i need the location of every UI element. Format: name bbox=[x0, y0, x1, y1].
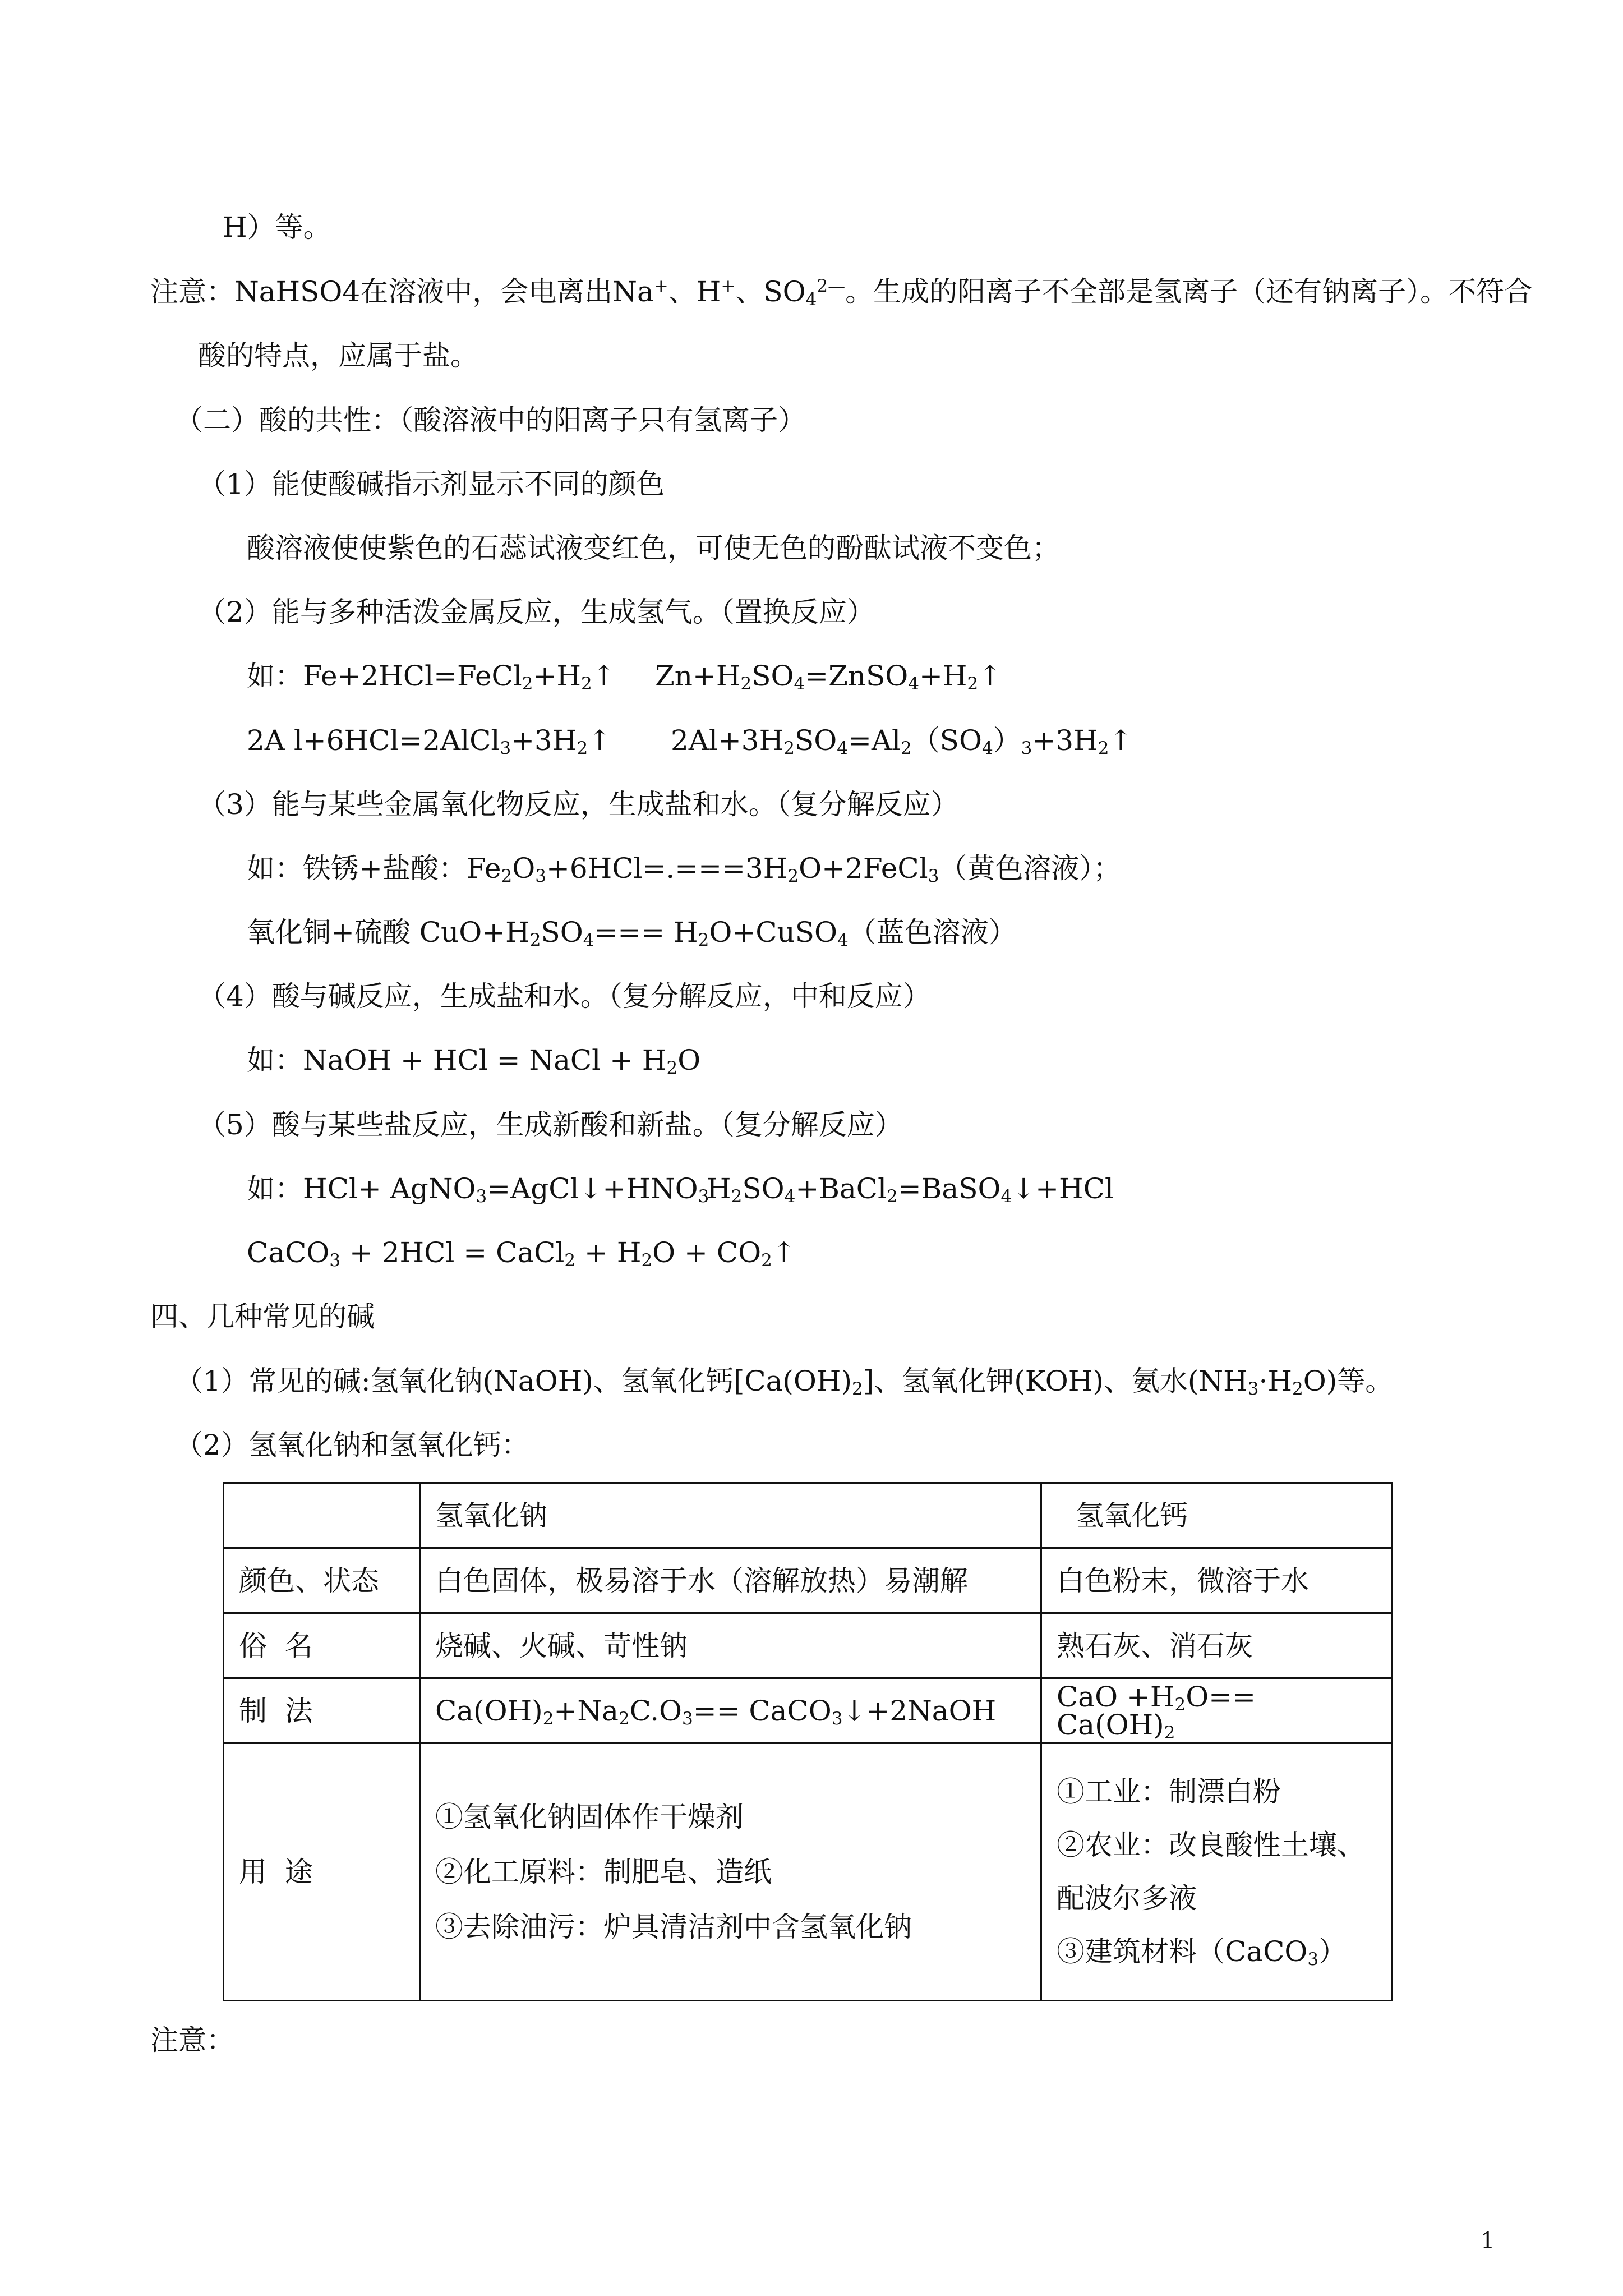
table-header-empty bbox=[224, 1483, 420, 1548]
table-header-caoh: 氢氧化钙 bbox=[1041, 1483, 1393, 1548]
bottom-note: 注意： bbox=[150, 2024, 234, 2056]
acid-common-heading: （二）酸的共性：（酸溶液中的阳离子只有氢离子） bbox=[175, 404, 806, 436]
row-label-use: 用 途 bbox=[224, 1743, 420, 2001]
acid-p5-title: （5）酸与某些盐反应，生成新酸和新盐。（复分解反应） bbox=[198, 1108, 903, 1141]
row-label-make: 制 法 bbox=[224, 1678, 420, 1743]
acid-p2-eq-zn: $Zn+H_2SO_4=ZnSO_4+H_2↑$ bbox=[655, 660, 1002, 694]
table-header-naoh: 氢氧化钠 bbox=[420, 1483, 1041, 1548]
acid-p5-eq-ba: $H_2SO_4+BaCl_2=BaSO_4↓+HCl$ bbox=[707, 1172, 1114, 1207]
list-item: ②农业：改良酸性土壤、 bbox=[1057, 1829, 1365, 1861]
page-number: 1 bbox=[1481, 2228, 1495, 2254]
acid-p2-eq-al2: $2Al+3H_2SO_4=Al_2(SO_4)_3+3H_2↑$ bbox=[671, 724, 1133, 758]
cell-naoh-name: 烧碱、火碱、苛性钠 bbox=[420, 1613, 1041, 1678]
section-four-item1: （1）常见的碱:氢氧化钠(NaOH)、氢氧化钙$[Ca(OH)_2]$、氢氧化钾(KOH)、氨水$(NH_3\cdot H_2O)$等。 bbox=[175, 1365, 1394, 1399]
acid-p5-eq-ag: 如：$HCl+ AgNO_3=AgCl↓+HNO_3$ bbox=[247, 1172, 709, 1207]
acid-p2-eq-fe: 如：$Fe+2HCl=FeCl_2+H_2↑$ bbox=[247, 660, 616, 694]
row-label-name: 俗 名 bbox=[224, 1613, 420, 1678]
row-label-color: 颜色、状态 bbox=[224, 1548, 420, 1613]
cell-caoh-use bbox=[1041, 1743, 1393, 2001]
acid-p3-ex1: 如：铁锈+盐酸：$Fe_2O_3+6HCl=.===3H_2O+2FeCl_3$（黄色溶液）； bbox=[247, 852, 1122, 886]
note-nahso4-line1: 注意：NaHSO4在溶液中，会电离出Na+、H+、$SO_4^{2—}$。生成的阳离子不全部是氢离子（还有钠离子）。不符合 bbox=[150, 275, 1533, 310]
table-row bbox=[224, 1613, 1393, 1678]
note-nahso4-line2: 酸的特点，应属于盐。 bbox=[198, 339, 478, 372]
acid-p2-eq-al1: 2A $l+6HCl=2AlCl_3+3H_2↑$ bbox=[247, 724, 612, 758]
table-row bbox=[224, 1743, 1393, 2001]
acid-p2-title: （2）能与多种活泼金属反应，生成氢气。（置换反应） bbox=[198, 596, 875, 628]
table-row bbox=[224, 1548, 1393, 1613]
list-item: ③去除油污：炉具清洁剂中含氢氧化钠 bbox=[435, 1911, 912, 1943]
section-four-item2: （2）氢氧化钠和氢氧化钙： bbox=[175, 1429, 529, 1461]
table-row bbox=[224, 1678, 1393, 1743]
section-four-heading: 四、几种常见的碱 bbox=[150, 1300, 375, 1333]
list-item: ②化工原料：制肥皂、造纸 bbox=[435, 1856, 772, 1888]
acid-p5-eq-caco3: CaCO$_3$ + 2HCl = CaCl$_2$ + $H_2O$ + $CO_2↑$ bbox=[247, 1236, 796, 1271]
acid-p3-ex2: 氧化铜+硫酸 $CuO+H_2SO_4===$ $H_2O+CuSO_4$（蓝色溶液） bbox=[247, 916, 1017, 950]
note-label: 注意： bbox=[150, 275, 234, 308]
acid-p3-title: （3）能与某些金属氧化物反应，生成盐和水。（复分解反应） bbox=[198, 788, 959, 821]
cell-naoh-make: $Ca(OH)_2+Na_2C.O_3==$ CaCO$_3$↓+2NaOH bbox=[420, 1678, 1041, 1743]
acid-p1-text: 酸溶液使使紫色的石蕊试液变红色，可使无色的酚酞试液不变色； bbox=[247, 532, 1060, 564]
table-header-row bbox=[224, 1483, 1393, 1548]
list-item: 配波尔多液 bbox=[1057, 1882, 1197, 1915]
acid-p4-eq: 如：NaOH + HCl = NaCl + $H_2O$ bbox=[247, 1044, 701, 1078]
list-item: ①氢氧化钠固体作干燥剂 bbox=[435, 1801, 744, 1833]
acid-p4-title: （4）酸与碱反应，生成盐和水。（复分解反应，中和反应） bbox=[198, 980, 931, 1013]
intro-fragment: H）等。 bbox=[223, 211, 331, 243]
base-comparison-table bbox=[223, 1482, 1393, 2001]
acid-p1-title: （1）能使酸碱指示剂显示不同的颜色 bbox=[198, 468, 665, 500]
cell-caoh-name: 熟石灰、消石灰 bbox=[1041, 1613, 1393, 1678]
list-item: ①工业：制漂白粉 bbox=[1057, 1775, 1281, 1808]
list-item: ③建筑材料（CaCO$_3$） bbox=[1057, 1935, 1347, 1970]
cell-naoh-use bbox=[420, 1743, 1041, 2001]
cell-caoh-make: CaO $+H_2O== Ca(OH)_2$ bbox=[1041, 1678, 1393, 1743]
cell-naoh-color: 白色固体，极易溶于水（溶解放热）易潮解 bbox=[420, 1548, 1041, 1613]
cell-caoh-color: 白色粉末，微溶于水 bbox=[1041, 1548, 1393, 1613]
